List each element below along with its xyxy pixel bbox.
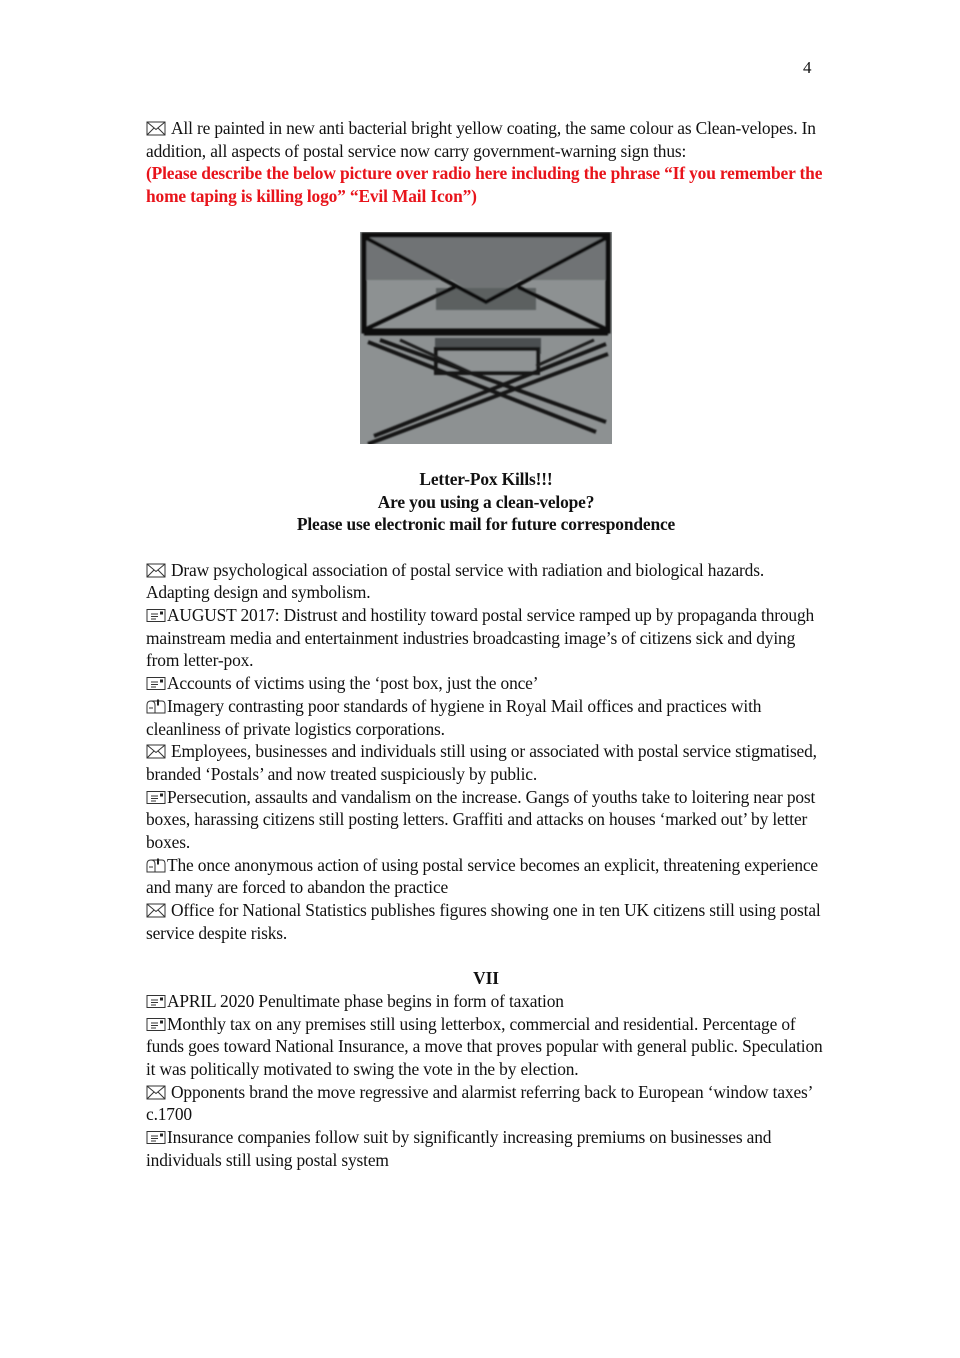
letter-icon (146, 994, 166, 1009)
radio-instruction: (Please describe the below picture over radio here including the phrase “If you remember the home taping is killing logo” “Evil Mail Icon”) (146, 163, 823, 207)
list-item-text: Opponents brand the move regressive and alarmist referring back to European ‘window taxes’ c.1700 (146, 1081, 813, 1125)
list-item-text: Insurance companies follow suit by significantly increasing premiums on businesses and individuals still using postal system (146, 1127, 772, 1170)
list-item-text: The once anonymous action of using postal service becomes an explicit, threatening experience and many are forced to abandon the practice (146, 854, 819, 898)
mailbox-icon (146, 699, 166, 714)
warning-caption (146, 468, 826, 536)
envelope-icon (146, 744, 166, 759)
list-item (146, 1126, 826, 1171)
list-item (146, 604, 826, 672)
intro-text: All re painted in new anti bacterial bright yellow coating, the same colour as Clean-velopes. In addition, all aspects of postal service now carry government-warning sign thus: (146, 118, 816, 161)
caption-line-3: Please use electronic mail for future correspondence (296, 514, 676, 535)
letter-icon (146, 1130, 166, 1145)
mailbox-icon (146, 858, 166, 873)
evil-mail-icon-image (360, 232, 612, 444)
list-item (146, 559, 826, 604)
list-item (146, 899, 826, 944)
list-item (146, 695, 826, 740)
letter-icon (146, 608, 166, 623)
section-timeline-2 (146, 990, 826, 1172)
letter-icon (146, 676, 166, 691)
letter-icon (146, 790, 166, 805)
document-body (146, 117, 826, 1172)
intro-paragraph (146, 117, 826, 162)
list-item-text: Imagery contrasting poor standards of hygiene in Royal Mail offices and practices with cleanliness of private logistics corporations. (146, 695, 762, 739)
list-item (146, 1013, 826, 1081)
list-item-text: AUGUST 2017: Distrust and hostility toward postal service ramped up by propaganda through mainstream media and entertainment industries broadcasting image’s of citizens sick and dying from letter-pox. (146, 605, 815, 671)
page-number: 4 (803, 58, 812, 77)
list-item-text: Office for National Statistics publishes figures showing one in ten UK citizens still using postal service despite risks. (146, 900, 821, 943)
envelope-icon (146, 1085, 166, 1100)
section-timeline-1 (146, 559, 826, 945)
list-item (146, 672, 826, 695)
envelope-icon (146, 903, 166, 918)
list-item (146, 1081, 826, 1126)
caption-line-2: Are you using a clean-velope? (377, 491, 595, 512)
list-item (146, 786, 826, 854)
list-item-text: APRIL 2020 Penultimate phase begins in form of taxation (167, 990, 564, 1011)
list-item-text: Accounts of victims using the ‘post box, just the once’ (167, 673, 539, 694)
list-item (146, 740, 826, 785)
caption-line-1: Letter-Pox Kills!!! (419, 468, 553, 489)
envelope-icon (146, 121, 166, 136)
list-item-text: Persecution, assaults and vandalism on the increase. Gangs of youths take to loitering near post boxes, harassing citizens still posting letters. Graffiti and attacks on houses ‘marked out’ by letter boxes. (146, 786, 816, 853)
list-item-text: Employees, businesses and individuals still using or associated with postal service stigmatised, branded ‘Postals’ and now treated suspiciously by public. (146, 741, 817, 784)
list-item (146, 854, 826, 899)
letter-icon (146, 1017, 166, 1032)
section-heading: VII (473, 968, 499, 989)
list-item-text: Monthly tax on any premises still using letterbox, commercial and residential. Percentage of funds goes toward National Insurance, a move that proves popular with general public. Speculation it was politically motivated to swing the vote in the by election. (146, 1013, 823, 1080)
list-item (146, 990, 826, 1013)
list-item-text: Draw psychological association of postal service with radiation and biological hazards. Adapting design and symbolism. (146, 559, 765, 603)
envelope-icon (146, 563, 166, 578)
